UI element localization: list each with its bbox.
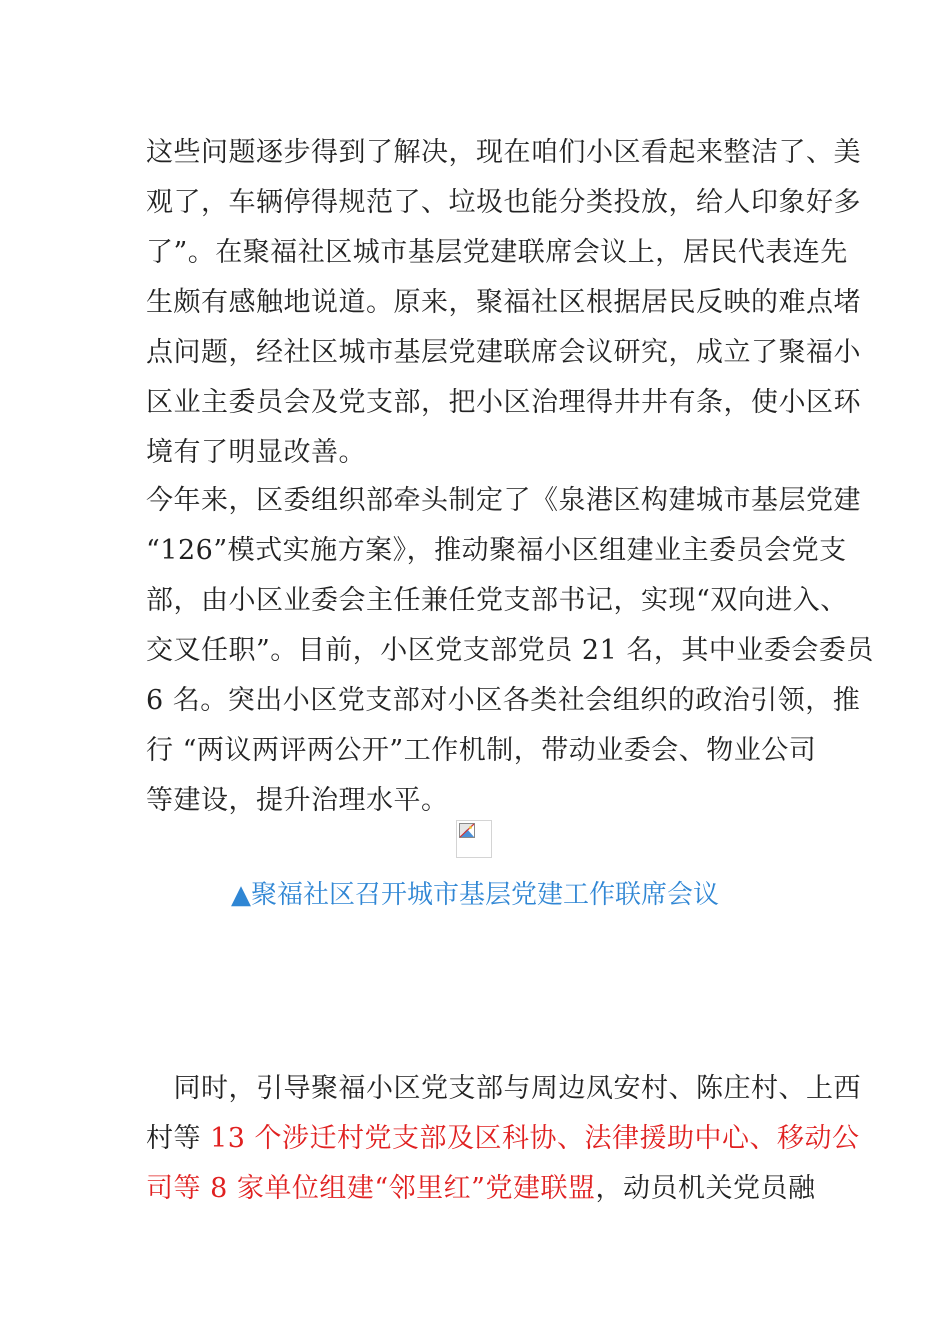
figure-image — [456, 820, 492, 858]
plain-text: 村等 — [146, 1123, 211, 1154]
paragraph-line: 同时，引导聚福小区党支部与周边凤安村、陈庄村、上西 — [146, 1073, 861, 1104]
paragraph-line: 等建设，提升治理水平。 — [146, 785, 449, 816]
paragraph-line: 今年来，区委组织部牵头制定了《泉港区构建城市基层党建 — [146, 485, 861, 516]
figure-caption: ▲聚福社区召开城市基层党建工作联席会议 — [231, 880, 719, 910]
paragraph-line: 行 “两议两评两公开”工作机制，带动业委会、物业公司 — [146, 735, 817, 766]
paragraph-line — [146, 1114, 860, 1164]
highlighted-text: 司等 8 家单位组建“邻里红”党建联盟 — [146, 1173, 596, 1204]
paragraph-line: 了”。在聚福社区城市基层党建联席会议上，居民代表连先 — [146, 237, 848, 268]
paragraph-line: 部，由小区业委会主任兼任党支部书记，实现“双向进入、 — [146, 585, 848, 616]
paragraph-line: 区业主委员会及党支部，把小区治理得井井有条，使小区环 — [146, 387, 861, 418]
paragraph-line: 生颇有感触地说道。原来，聚福社区根据居民反映的难点堵 — [146, 287, 861, 318]
paragraph-line: 点问题，经社区城市基层党建联席会议研究，成立了聚福小 — [146, 337, 861, 368]
paragraph-line: 境有了明显改善。 — [146, 437, 366, 468]
paragraph-line: “126”模式实施方案》，推动聚福小区组建业主委员会党支 — [146, 535, 847, 566]
paragraph-line: 观了，车辆停得规范了、垃圾也能分类投放，给人印象好多 — [146, 187, 861, 218]
paragraph-line: 交叉任职”。目前，小区党支部党员 21 名，其中业委会委员 — [146, 635, 874, 666]
highlighted-text: 13 个涉迁村党支部及区科协、法律援助中心、移动公 — [210, 1123, 860, 1154]
paragraph-line: 6 名。突出小区党支部对小区各类社会组织的政治引领，推 — [146, 685, 861, 716]
paragraph-line: 这些问题逐步得到了解决，现在咱们小区看起来整洁了、美 — [146, 137, 861, 168]
plain-text: ，动员机关党员融 — [595, 1173, 816, 1204]
broken-image-icon — [459, 823, 475, 838]
paragraph-line — [146, 1164, 816, 1214]
